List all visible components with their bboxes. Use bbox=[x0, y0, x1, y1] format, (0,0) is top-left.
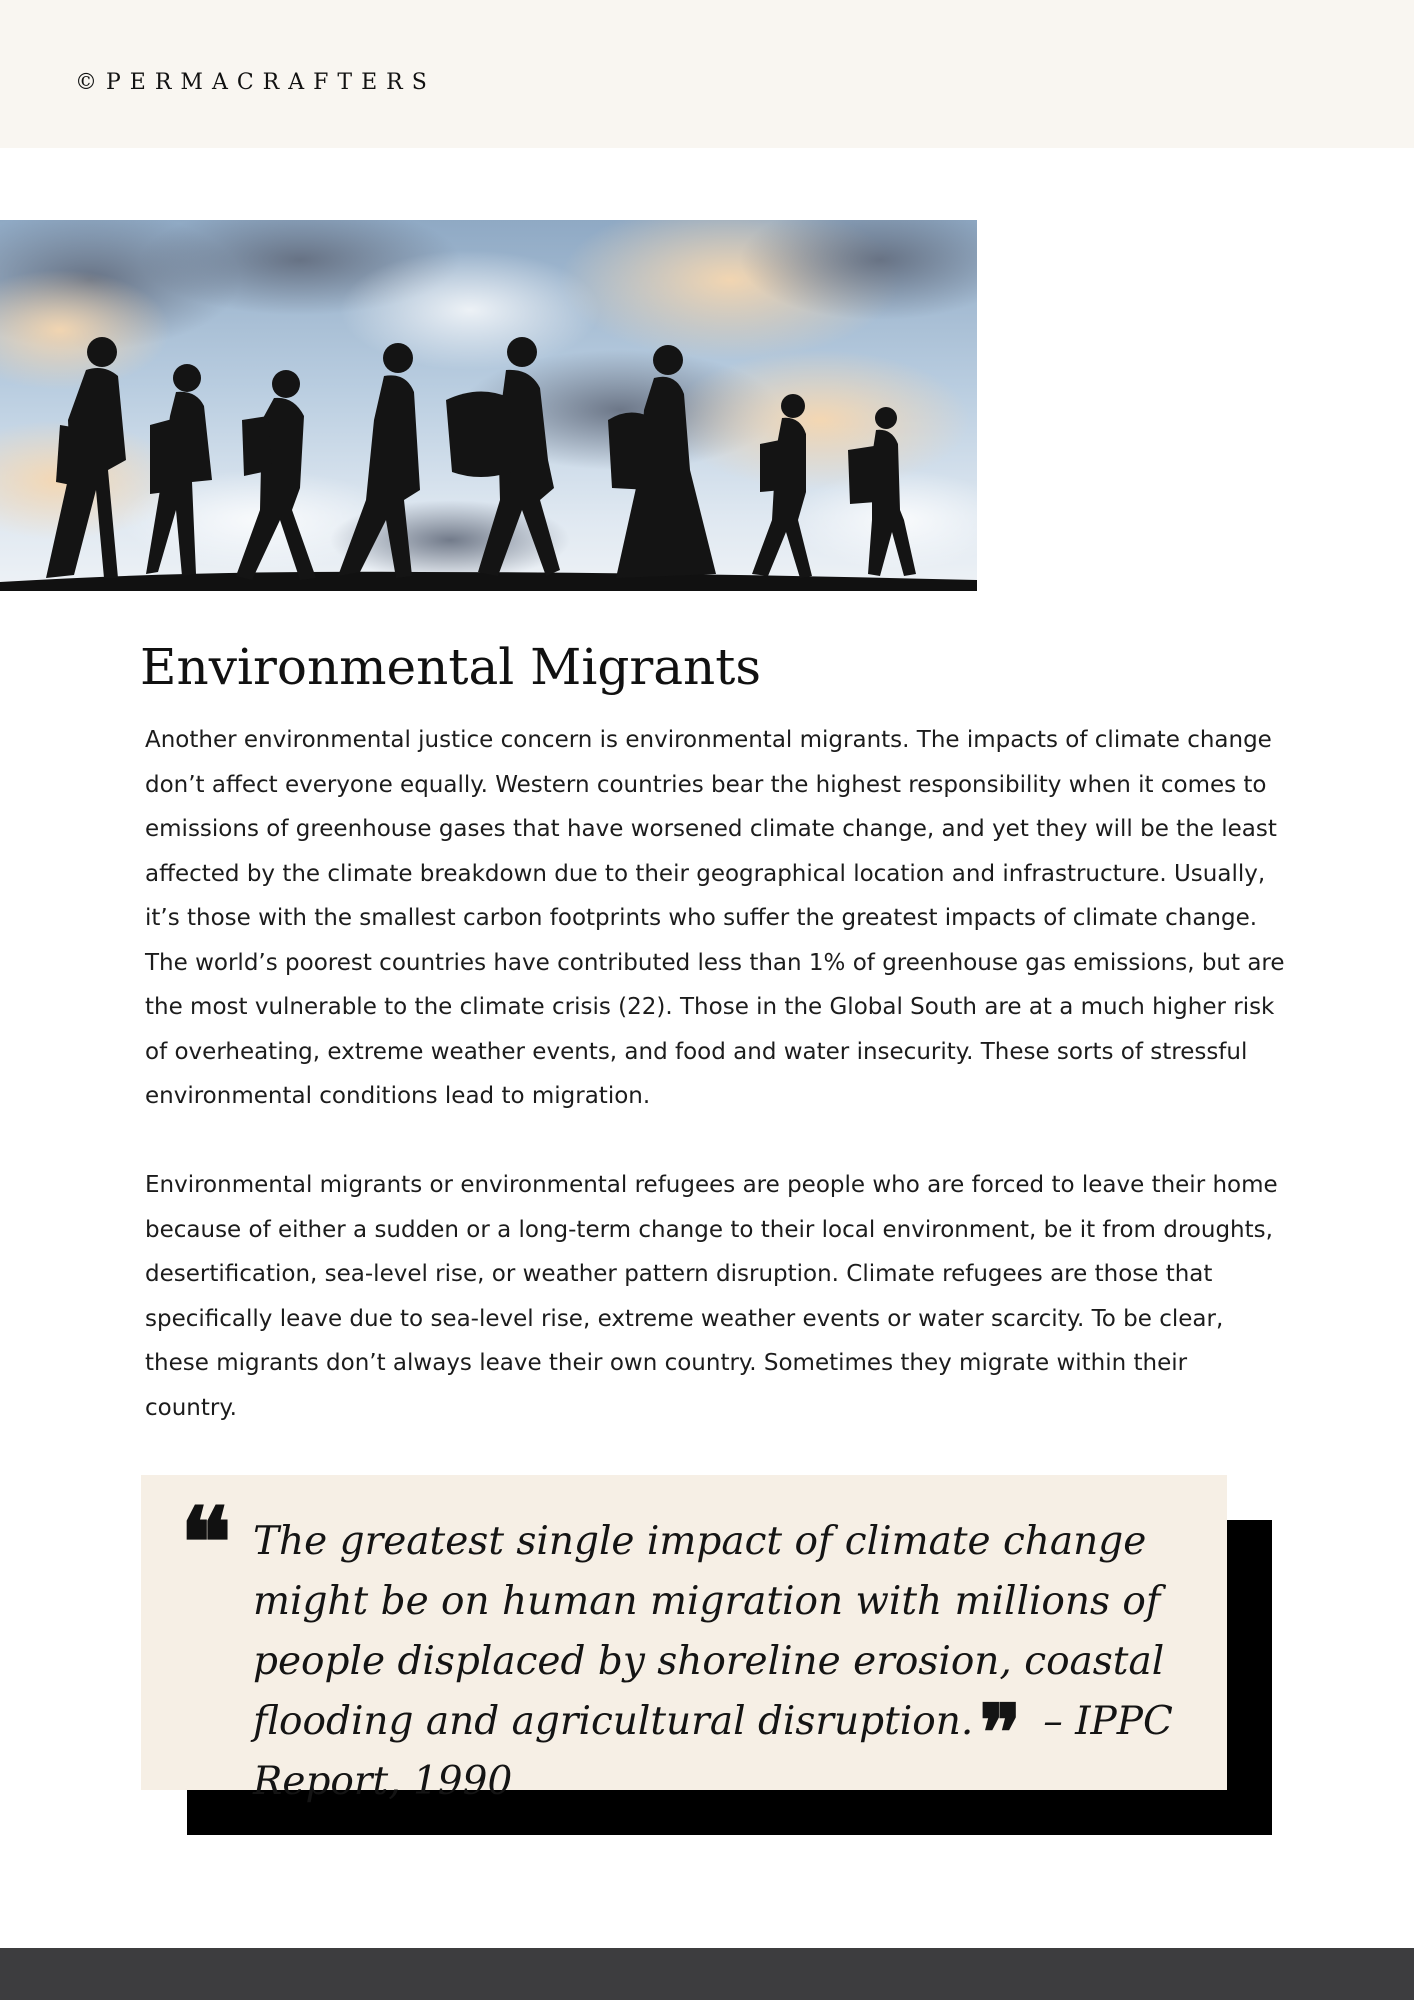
hero-image bbox=[0, 220, 977, 591]
brand-name: ©PERMACRAFTERS bbox=[75, 70, 436, 95]
quote-attribution: – IPPC Report, 1990 bbox=[253, 1699, 1173, 1804]
header-band bbox=[0, 0, 1414, 148]
migrants-silhouette-illustration bbox=[0, 220, 977, 591]
pull-quote bbox=[253, 1512, 1183, 1812]
body-paragraph: Environmental migrants or environmental refugees are people who are forced to leave their home because of either a sudden or a long-term change to their local environment, be it from droughts, desertification, sea-level rise, or weather pattern disruption. Climate refugees are those that specifically leave due to sea-level rise, extreme weather events or water scarcity. To be clear, these migrants don’t always leave their own country. Sometimes they migrate within their country. bbox=[145, 1172, 1278, 1421]
close-quote-icon: ❞ bbox=[979, 1688, 1022, 1779]
footer-bar bbox=[0, 1948, 1414, 2000]
body-paragraph: Another environmental justice concern is environmental migrants. The impacts of climate change don’t affect everyone equally. Western countries bear the highest responsibility when it comes to emissions of greenhouse gases that have worsened climate change, and yet they will be the least affected by the climate breakdown due to their geographical location and infrastructure. Usually, it’s those with the smallest carbon footprints who suffer the greatest impacts of climate change. The world’s poorest countries have contributed less than 1% of greenhouse gas emissions, but are the most vulnerable to the climate crisis (22). Those in the Global South are at a much higher risk of overheating, extreme weather events, and food and water insecurity. These sorts of stressful environmental conditions lead to migration. bbox=[145, 727, 1285, 1109]
page-title: Environmental Migrants bbox=[140, 638, 761, 696]
pull-quote-text: The greatest single impact of climate change might be on human migration with millions of people displaced by shoreline erosion, coastal flooding and agricultural disruption. bbox=[253, 1519, 1165, 1744]
open-quote-icon: ❝ bbox=[180, 1486, 232, 1599]
